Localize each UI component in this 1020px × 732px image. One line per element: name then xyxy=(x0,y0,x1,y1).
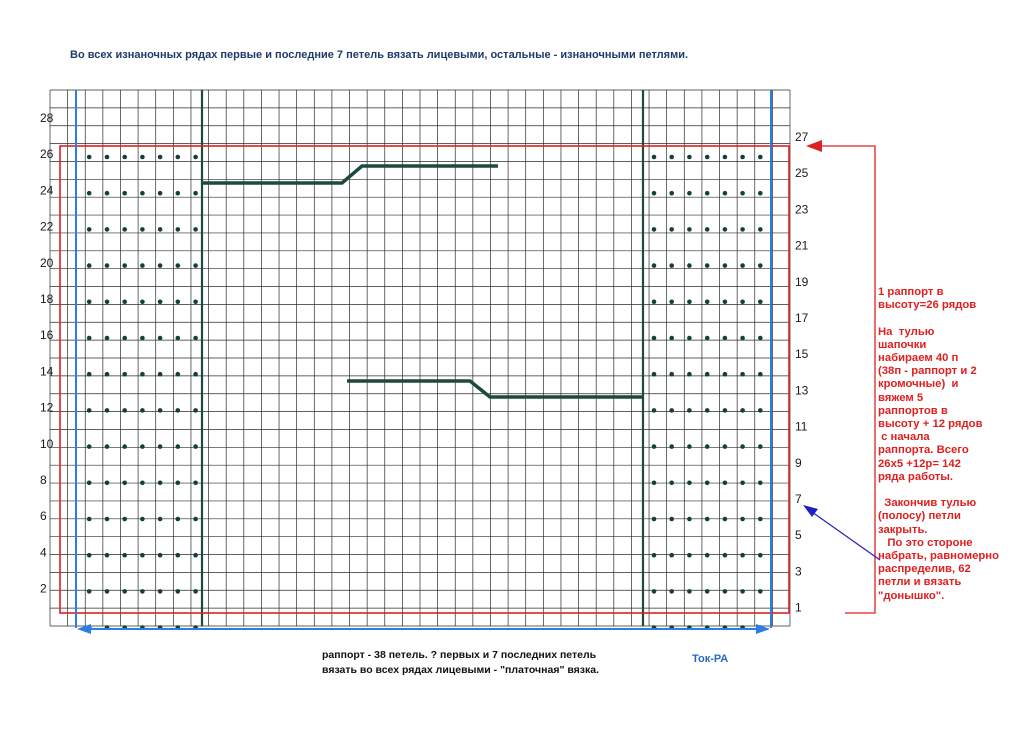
purl-dot xyxy=(740,263,745,268)
purl-dot xyxy=(723,408,728,413)
purl-dot xyxy=(723,481,728,486)
pattern-step-upper xyxy=(202,166,498,183)
side-note-line: раппорта. Всего xyxy=(878,444,969,457)
purl-dot xyxy=(105,408,110,413)
purl-dot xyxy=(193,444,198,449)
row-number-left: 8 xyxy=(40,473,47,487)
purl-dot xyxy=(652,481,657,486)
purl-dot xyxy=(669,517,674,522)
purl-dot xyxy=(740,481,745,486)
side-note-line: На тулью xyxy=(878,325,935,338)
side-note-line: петли и вязать xyxy=(878,576,962,589)
purl-dot xyxy=(193,336,198,341)
purl-dot xyxy=(669,227,674,232)
purl-dot xyxy=(122,553,127,558)
purl-dot xyxy=(122,408,127,413)
chart-grid xyxy=(50,90,790,626)
purl-dot xyxy=(122,155,127,160)
purl-dot xyxy=(705,444,710,449)
purl-dot xyxy=(176,408,181,413)
side-note-line: закрыть. xyxy=(878,523,928,536)
purl-dot xyxy=(758,481,763,486)
purl-dot xyxy=(723,191,728,196)
purl-dot xyxy=(740,155,745,160)
purl-dot xyxy=(87,444,92,449)
purl-dot xyxy=(723,589,728,594)
purl-dot xyxy=(723,155,728,160)
purl-dot xyxy=(652,553,657,558)
author-signature: Ток-РА xyxy=(692,653,729,665)
purl-dot xyxy=(176,155,181,160)
side-note-line xyxy=(878,484,1018,497)
purl-dot xyxy=(105,589,110,594)
row-number-left: 2 xyxy=(40,581,47,596)
purl-dot xyxy=(669,336,674,341)
purl-dot xyxy=(122,336,127,341)
purl-dot xyxy=(140,227,145,232)
purl-dot xyxy=(652,191,657,196)
side-note-line: "донышко". xyxy=(878,589,945,602)
purl-dot xyxy=(723,517,728,522)
purl-dot xyxy=(652,263,657,268)
purl-dot xyxy=(105,263,110,268)
purl-dot xyxy=(158,336,163,341)
purl-dot xyxy=(705,372,710,377)
purl-dot xyxy=(669,372,674,377)
row-number-right: 25 xyxy=(795,166,809,181)
purl-dot xyxy=(669,191,674,196)
purl-dot xyxy=(122,227,127,232)
purl-dot xyxy=(87,481,92,486)
row-number-right: 23 xyxy=(795,202,809,217)
purl-dot xyxy=(669,589,674,594)
row-number-left: 14 xyxy=(40,364,54,379)
purl-dot xyxy=(105,553,110,558)
row-number-left: 12 xyxy=(40,400,54,415)
purl-dot xyxy=(105,155,110,160)
purl-dot xyxy=(140,553,145,558)
purl-dot xyxy=(105,336,110,341)
purl-dot xyxy=(652,336,657,341)
side-note-line xyxy=(878,312,1018,325)
purl-dot xyxy=(740,517,745,522)
purl-dot xyxy=(652,300,657,305)
purl-dot xyxy=(740,408,745,413)
row-number-labels xyxy=(40,111,809,615)
purl-dot xyxy=(140,372,145,377)
purl-dot xyxy=(122,517,127,522)
purl-dots xyxy=(87,155,763,630)
row-number-left: 18 xyxy=(40,292,54,306)
purl-dot xyxy=(176,481,181,486)
row-number-left: 6 xyxy=(40,509,47,524)
purl-dot xyxy=(723,372,728,377)
purl-dot xyxy=(705,300,710,305)
row-number-right: 9 xyxy=(795,455,802,470)
pattern-step-lines xyxy=(202,166,643,397)
purl-dot xyxy=(740,336,745,341)
purl-dot xyxy=(669,408,674,413)
purl-dot xyxy=(758,263,763,268)
purl-dot xyxy=(687,227,692,232)
purl-dot xyxy=(176,553,181,558)
purl-dot xyxy=(105,372,110,377)
purl-dot xyxy=(193,517,198,522)
purl-dot xyxy=(87,263,92,268)
purl-dot xyxy=(158,481,163,486)
purl-dot xyxy=(652,227,657,232)
purl-dot xyxy=(176,191,181,196)
purl-dot xyxy=(122,481,127,486)
purl-dot xyxy=(687,155,692,160)
row-number-left: 4 xyxy=(40,545,47,560)
row-number-right: 27 xyxy=(795,130,809,144)
purl-dot xyxy=(652,517,657,522)
purl-dot xyxy=(193,589,198,594)
side-note-line: с начала xyxy=(878,431,930,444)
row-number-right: 7 xyxy=(795,492,802,506)
side-note-line: распределив, 62 xyxy=(878,563,971,576)
side-note-line: (38п - раппорт и 2 xyxy=(878,365,977,378)
side-note-line: 26х5 +12р= 142 xyxy=(878,457,961,470)
purl-dot xyxy=(758,300,763,305)
row-number-right: 21 xyxy=(795,238,809,253)
purl-dot xyxy=(758,191,763,196)
purl-dot xyxy=(193,553,198,558)
purl-dot xyxy=(122,372,127,377)
rapport-description xyxy=(322,648,599,678)
purl-dot xyxy=(176,300,181,305)
purl-dot xyxy=(687,300,692,305)
side-note-line: набираем 40 п xyxy=(878,352,959,365)
purl-dot xyxy=(652,589,657,594)
rapport-description-line: раппорт - 38 петель. ? первых и 7 последних петель xyxy=(322,649,597,661)
purl-dot xyxy=(158,155,163,160)
purl-dot xyxy=(105,517,110,522)
purl-dot xyxy=(158,191,163,196)
rapport-description-line: вязать во всех рядах лицевыми - "платочная" вязка. xyxy=(322,664,600,676)
purl-dot xyxy=(158,517,163,522)
purl-dot xyxy=(740,191,745,196)
row-number-left: 26 xyxy=(40,147,54,162)
purl-dot xyxy=(158,227,163,232)
purl-dot xyxy=(669,481,674,486)
purl-dot xyxy=(669,444,674,449)
purl-dot xyxy=(140,517,145,522)
purl-dot xyxy=(723,444,728,449)
purl-dot xyxy=(758,517,763,522)
purl-dot xyxy=(705,227,710,232)
chart-outlines xyxy=(60,90,789,634)
purl-dot xyxy=(87,155,92,160)
purl-dot xyxy=(158,408,163,413)
purl-dot xyxy=(652,155,657,160)
purl-dot xyxy=(758,227,763,232)
row-number-right: 3 xyxy=(795,564,802,579)
purl-dot xyxy=(758,155,763,160)
purl-dot xyxy=(140,155,145,160)
side-note-line: высоту=26 рядов xyxy=(878,299,977,312)
purl-dot xyxy=(176,517,181,522)
purl-dot xyxy=(705,336,710,341)
purl-dot xyxy=(687,553,692,558)
purl-dot xyxy=(758,589,763,594)
purl-dot xyxy=(193,155,198,160)
row-number-right: 13 xyxy=(795,383,809,398)
side-instructions xyxy=(878,286,1018,603)
purl-dot xyxy=(687,517,692,522)
purl-dot xyxy=(705,481,710,486)
side-note-line: вяжем 5 xyxy=(878,391,924,404)
purl-dot xyxy=(140,408,145,413)
row-number-right: 19 xyxy=(795,274,809,289)
row-number-right: 15 xyxy=(795,347,809,362)
side-note-line: 1 раппорт в xyxy=(878,286,944,298)
pickup-edge-arrow xyxy=(812,512,880,560)
purl-dot xyxy=(158,553,163,558)
purl-dot xyxy=(705,589,710,594)
purl-dot xyxy=(87,372,92,377)
purl-dot xyxy=(122,263,127,268)
purl-dot xyxy=(140,263,145,268)
side-note-line: Закончив тулью xyxy=(878,497,977,510)
purl-dot xyxy=(705,408,710,413)
annotation-arrows xyxy=(803,140,880,613)
purl-dot xyxy=(140,444,145,449)
purl-dot xyxy=(687,263,692,268)
purl-dot xyxy=(687,481,692,486)
purl-dot xyxy=(652,408,657,413)
purl-dot xyxy=(687,372,692,377)
width-arrowhead-left xyxy=(77,624,91,634)
purl-dot xyxy=(158,589,163,594)
purl-dot xyxy=(669,263,674,268)
row-number-right: 5 xyxy=(795,528,802,543)
purl-dot xyxy=(705,155,710,160)
chart-instruction-top: Во всех изнаночных рядах первые и последние 7 петель вязать лицевыми, остальные - изнаночными петлями. xyxy=(70,49,689,61)
purl-dot xyxy=(740,553,745,558)
purl-dot xyxy=(193,408,198,413)
purl-dot xyxy=(105,227,110,232)
purl-dot xyxy=(176,263,181,268)
purl-dot xyxy=(193,227,198,232)
purl-dot xyxy=(87,408,92,413)
purl-dot xyxy=(176,372,181,377)
purl-dot xyxy=(140,336,145,341)
purl-dot xyxy=(687,589,692,594)
purl-dot xyxy=(105,481,110,486)
purl-dot xyxy=(158,372,163,377)
purl-dot xyxy=(669,300,674,305)
purl-dot xyxy=(87,553,92,558)
purl-dot xyxy=(122,191,127,196)
purl-dot xyxy=(87,300,92,305)
row-number-right: 1 xyxy=(795,600,802,615)
width-arrowhead-right xyxy=(756,624,770,634)
purl-dot xyxy=(158,300,163,305)
purl-dot xyxy=(705,191,710,196)
purl-dot xyxy=(158,263,163,268)
purl-dot xyxy=(723,263,728,268)
purl-dot xyxy=(687,408,692,413)
row-number-left: 22 xyxy=(40,219,54,234)
purl-dot xyxy=(758,444,763,449)
purl-dot xyxy=(140,300,145,305)
purl-dot xyxy=(122,444,127,449)
purl-dot xyxy=(176,589,181,594)
row-number-left: 20 xyxy=(40,255,54,270)
rapport-height-arrowhead xyxy=(806,140,822,152)
purl-dot xyxy=(705,263,710,268)
row-number-right: 17 xyxy=(795,311,809,325)
purl-dot xyxy=(193,372,198,377)
purl-dot xyxy=(740,444,745,449)
purl-dot xyxy=(87,191,92,196)
row-number-left: 24 xyxy=(40,183,54,198)
side-note-line: кромочные) и xyxy=(878,378,959,391)
rapport-height-bracket xyxy=(820,146,875,613)
purl-dot xyxy=(176,227,181,232)
purl-dot xyxy=(740,227,745,232)
purl-dot xyxy=(193,263,198,268)
purl-dot xyxy=(723,300,728,305)
purl-dot xyxy=(740,372,745,377)
purl-dot xyxy=(122,300,127,305)
purl-dot xyxy=(176,444,181,449)
row-number-left: 28 xyxy=(40,111,54,125)
purl-dot xyxy=(140,191,145,196)
purl-dot xyxy=(758,408,763,413)
purl-dot xyxy=(723,227,728,232)
row-number-left: 10 xyxy=(40,436,54,451)
purl-dot xyxy=(158,444,163,449)
purl-dot xyxy=(669,553,674,558)
purl-dot xyxy=(687,191,692,196)
purl-dot xyxy=(122,589,127,594)
purl-dot xyxy=(705,517,710,522)
purl-dot xyxy=(723,336,728,341)
purl-dot xyxy=(193,191,198,196)
purl-dot xyxy=(758,372,763,377)
side-note-line: (полосу) петли xyxy=(878,510,961,523)
row-number-right: 11 xyxy=(795,419,808,434)
pattern-step-lower xyxy=(347,381,643,397)
purl-dot xyxy=(687,336,692,341)
purl-dot xyxy=(176,336,181,341)
purl-dot xyxy=(705,553,710,558)
purl-dot xyxy=(87,517,92,522)
purl-dot xyxy=(193,481,198,486)
side-note-line: раппортов в xyxy=(878,404,948,417)
purl-dot xyxy=(758,553,763,558)
side-note-line: набрать, равномерно xyxy=(878,550,999,563)
purl-dot xyxy=(87,336,92,341)
purl-dot xyxy=(140,589,145,594)
side-note-line: высоту + 12 рядов xyxy=(878,418,983,431)
side-note-line: ряда работы. xyxy=(878,470,954,483)
purl-dot xyxy=(652,372,657,377)
purl-dot xyxy=(687,444,692,449)
purl-dot xyxy=(723,553,728,558)
purl-dot xyxy=(140,481,145,486)
purl-dot xyxy=(669,155,674,160)
purl-dot xyxy=(740,300,745,305)
purl-dot xyxy=(105,300,110,305)
purl-dot xyxy=(758,336,763,341)
purl-dot xyxy=(105,444,110,449)
purl-dot xyxy=(87,227,92,232)
purl-dot xyxy=(105,191,110,196)
purl-dot xyxy=(740,589,745,594)
row-number-left: 16 xyxy=(40,328,54,343)
purl-dot xyxy=(87,589,92,594)
purl-dot xyxy=(193,300,198,305)
side-note-line: По это стороне xyxy=(878,536,973,549)
side-note-line: шапочки xyxy=(878,338,927,351)
purl-dot xyxy=(652,444,657,449)
